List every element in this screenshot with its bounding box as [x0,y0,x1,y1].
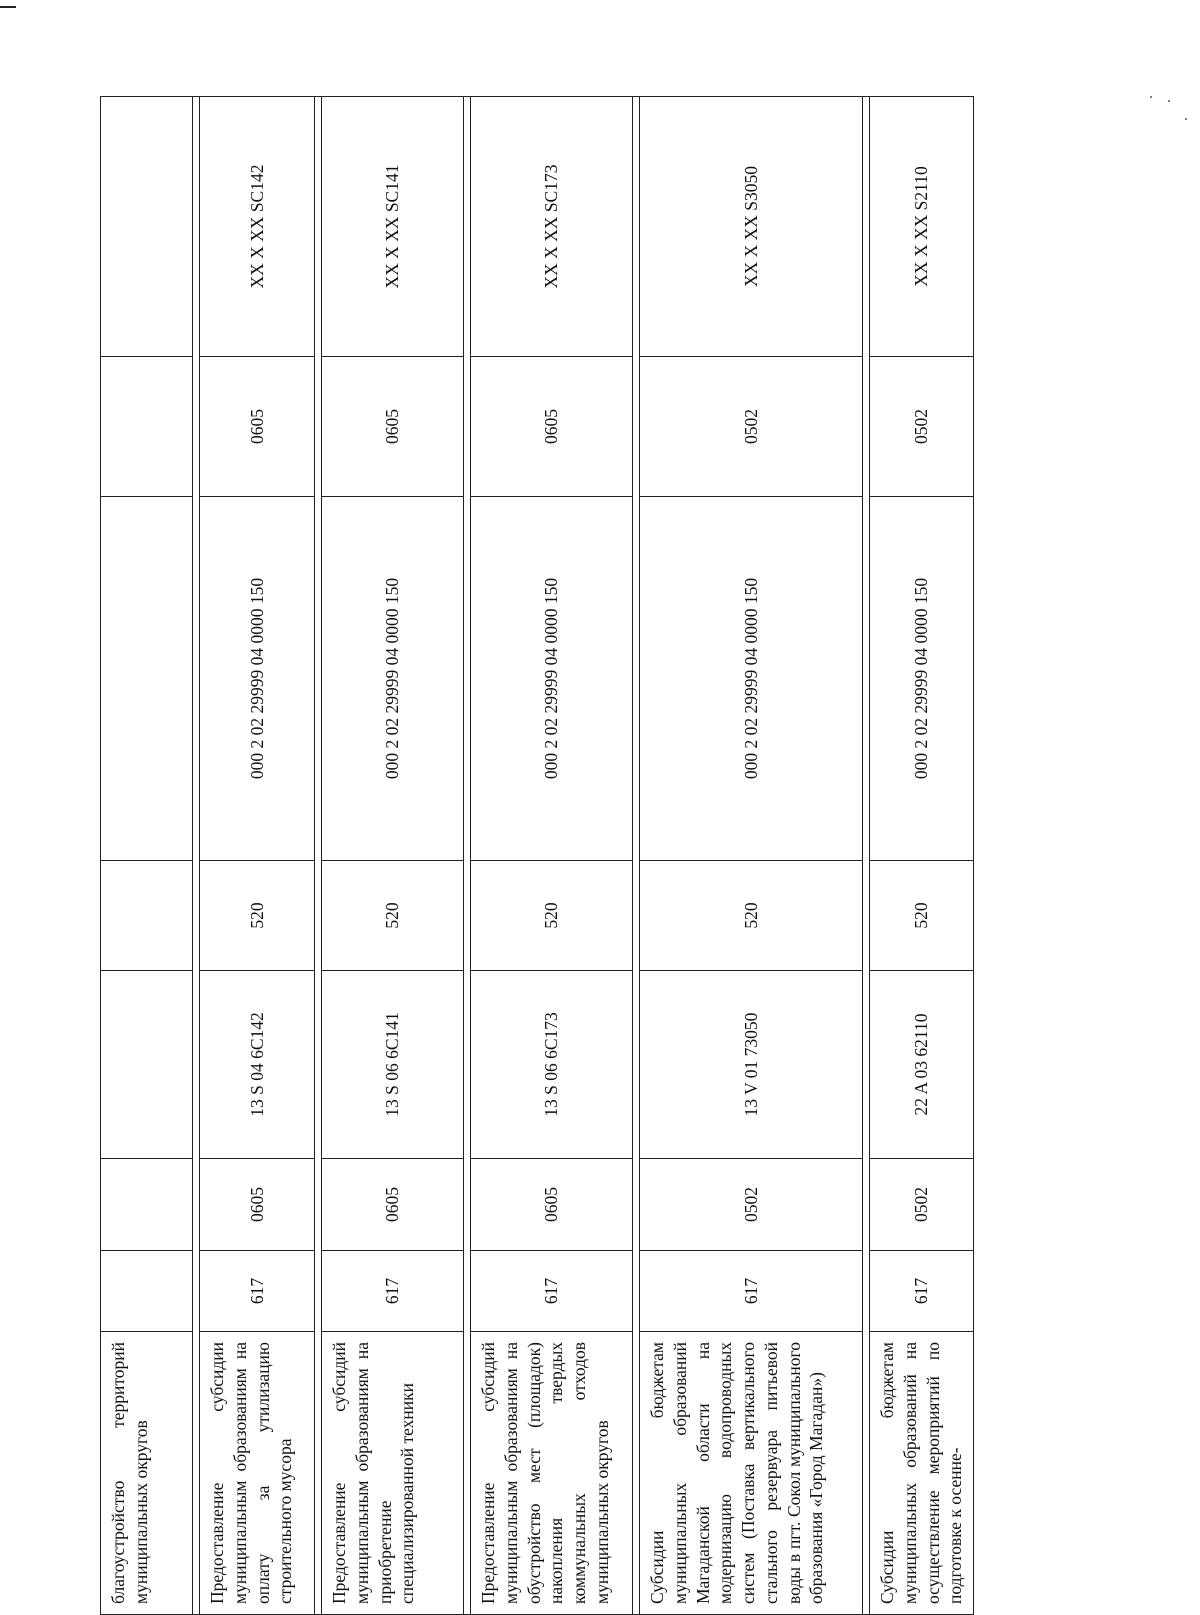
section-code: 0605 [322,1159,464,1251]
admin-code [101,1251,193,1332]
expense-type: 520 [870,861,974,971]
row-description: Предоставление субсидий муниципальным образованиям на приобретение специализированной техники [322,1332,464,1615]
table-row [322,97,464,1615]
local-code: XX X XX S2110 [870,97,974,357]
target-code: 13 S 06 6C173 [471,971,633,1159]
section-code-2: 0605 [471,357,633,497]
income-code: 000 2 02 29999 04 0000 150 [200,497,315,861]
income-code [101,497,193,861]
admin-code: 617 [870,1251,974,1332]
table-row [471,97,633,1615]
target-code: 13 S 06 6C141 [322,971,464,1159]
local-code: XX X XX SC142 [200,97,315,357]
income-code: 000 2 02 29999 04 0000 150 [471,497,633,861]
local-code: XX X XX S3050 [640,97,863,357]
row-separator [464,97,471,1615]
row-description: Субсидии бюджетам муниципальных образований Магаданской области на модернизацию водопроводных систем (Поставка вертикального стального резервуара питьевой воды в пгт. Сокол муниципального образования «Город Магадан») [640,1332,863,1615]
admin-code: 617 [200,1251,315,1332]
target-code [101,971,193,1159]
row-description: благоустройство территорий муниципальных округов [101,1332,193,1615]
row-separator [633,97,640,1615]
row-separator [193,97,200,1615]
section-code-2: 0605 [200,357,315,497]
table-row [200,97,315,1615]
expense-type: 520 [471,861,633,971]
row-separator [315,97,322,1615]
local-code: XX X XX SC141 [322,97,464,357]
income-code: 000 2 02 29999 04 0000 150 [640,497,863,861]
local-code [101,97,193,357]
row-separator [863,97,870,1615]
table-row [870,97,974,1615]
admin-code: 617 [640,1251,863,1332]
expense-type: 520 [322,861,464,971]
section-code-2 [101,357,193,497]
income-code: 000 2 02 29999 04 0000 150 [322,497,464,861]
target-code: 13 S 04 6C142 [200,971,315,1159]
expense-type [101,861,193,971]
section-code-2: 0502 [870,357,974,497]
income-code: 000 2 02 29999 04 0000 150 [870,497,974,861]
table-row [101,97,193,1615]
target-code: 13 V 01 73050 [640,971,863,1159]
local-code: XX X XX SC173 [471,97,633,357]
section-code-2: 0605 [322,357,464,497]
admin-code: 617 [322,1251,464,1332]
section-code: 0605 [471,1159,633,1251]
row-description: Предоставление субсидии муниципальным образованиям на оплату за утилизацию строительного мусора [200,1332,315,1615]
row-description: Субсидии бюджетам муниципальных образований на осуществление мероприятий по подготовке к осенне- [870,1332,974,1615]
section-code-2: 0502 [640,357,863,497]
row-description: Предоставление субсидий муниципальным образованиям на обустройство мест (площадок) накопления твердых коммунальных отходов муниципальных округов [471,1332,633,1615]
section-code [101,1159,193,1251]
target-code: 22 A 03 62110 [870,971,974,1159]
table-row [640,97,863,1615]
admin-code: 617 [471,1251,633,1332]
section-code: 0605 [200,1159,315,1251]
section-code: 0502 [870,1159,974,1251]
expense-type: 520 [200,861,315,971]
section-code: 0502 [640,1159,863,1251]
budget-table [100,96,974,1615]
expense-type: 520 [640,861,863,971]
